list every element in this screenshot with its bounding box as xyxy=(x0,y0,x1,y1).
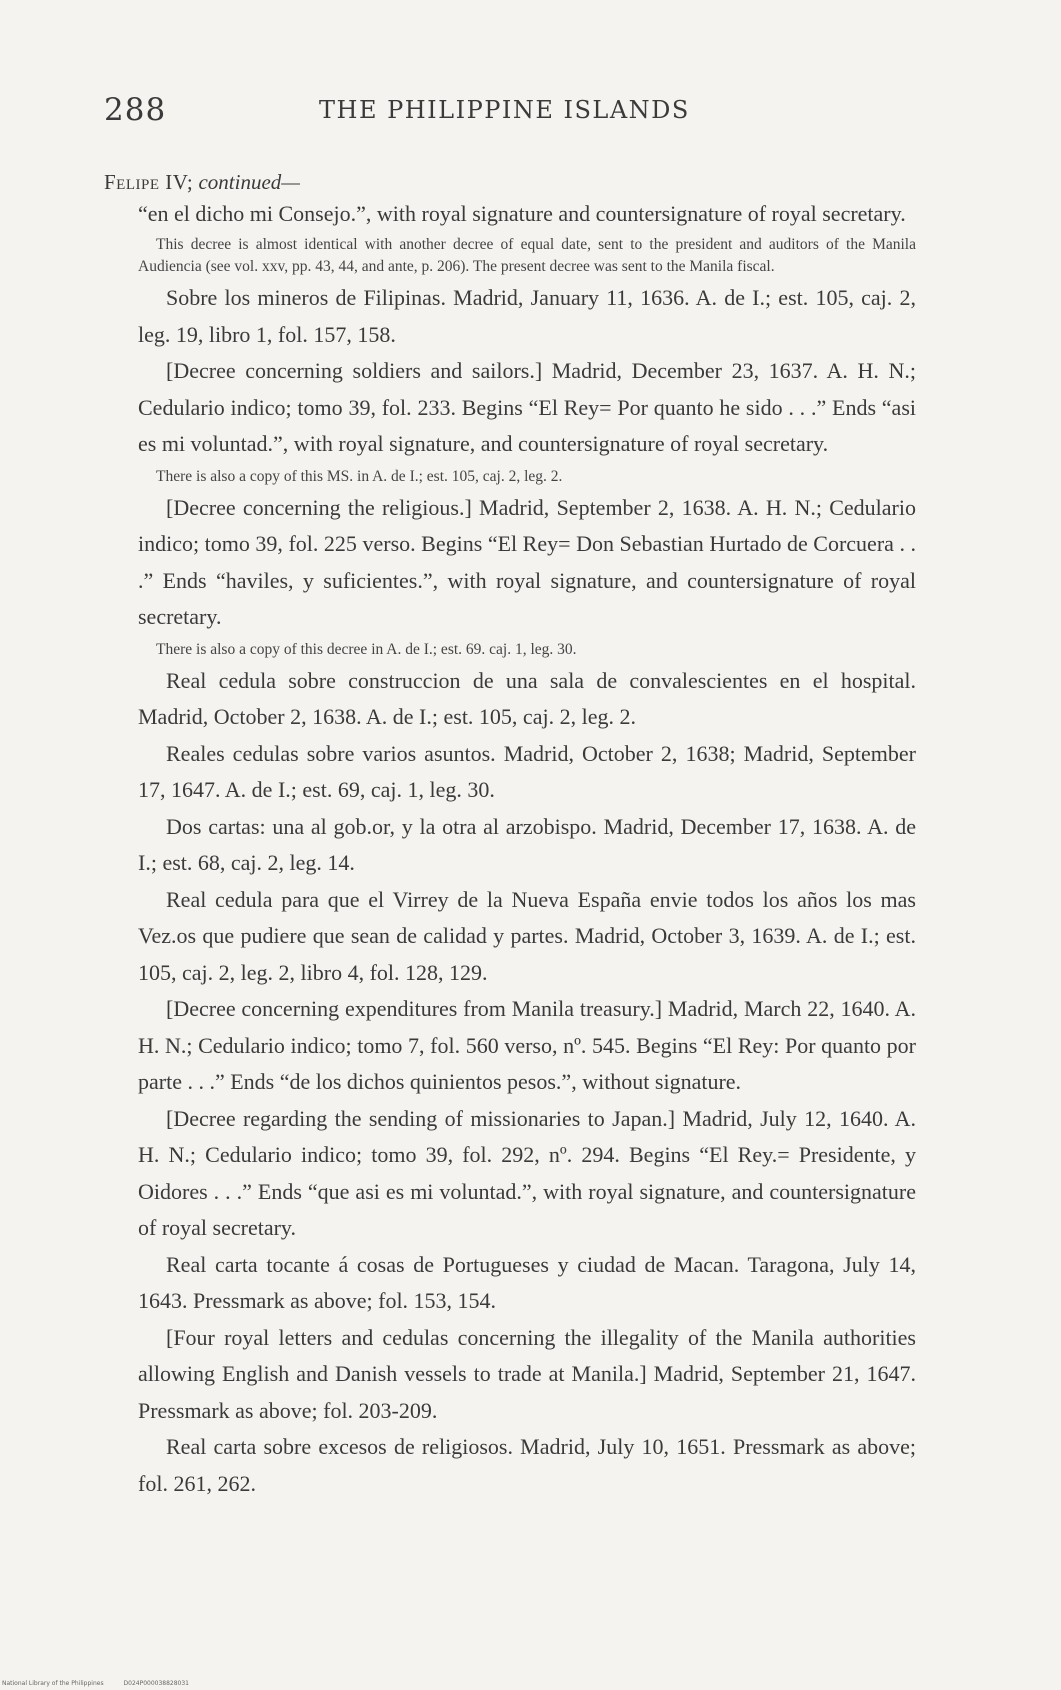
page-number: 288 xyxy=(104,92,167,128)
page-header xyxy=(104,92,704,137)
entry-portugueses-macan: Real carta tocante á cosas de Portugueses y ciudad de Macan. Taragona, July 14, 1643. Pressmark as above; fol. 153, 154. xyxy=(138,1251,916,1313)
section-heading xyxy=(104,168,916,196)
running-title: THE PHILIPPINE ISLANDS xyxy=(319,96,690,124)
entry-virrey: Real cedula para que el Virrey de la Nueva España envie todos los años los mas Vez.os que pudiere que sean de calidad y partes. Madrid, October 3, 1639. A. de I.; est. 105, caj. 2, leg. 2, libro 4, fol. 128, 129. xyxy=(138,886,916,985)
section-continued: continued— xyxy=(198,170,300,194)
scan-footer xyxy=(2,1680,207,1687)
note-copy-ms: There is also a copy of this MS. in A. de I.; est. 105, caj. 2, leg. 2. xyxy=(156,467,563,485)
entry-missionaries-japan: [Decree regarding the sending of missionaries to Japan.] Madrid, July 12, 1640. A. H. N.; Cedulario indico; tomo 39, fol. 292, nº. 294. Begins “El Rey.= Presidente, y Oidores . . .” Ends “que asi es mi voluntad.”, with royal signature, and countersignature of royal secretary. xyxy=(138,1105,916,1240)
note-identical-decree: This decree is almost identical with another decree of equal date, sent to the president and auditors of the Manila Audiencia (see vol. xxv, pp. 43, 44, and ante, p. 206). The present decree was sent to the Manila fiscal. xyxy=(138,236,916,275)
entry-expenditures: [Decree concerning expenditures from Manila treasury.] Madrid, March 22, 1640. A. H. N.; Cedulario indico; tomo 7, fol. 560 verso, nº. 545. Begins “El Rey: Por quanto por parte . . .” Ends “de los dichos quinientos pesos.”, without signature. xyxy=(138,996,916,1094)
footer-library: National Library of the Philippines xyxy=(2,1680,104,1687)
entry-dos-cartas: Dos cartas: una al gob.or, y la otra al arzobispo. Madrid, December 17, 1638. A. de I.; est. 68, caj. 2, leg. 14. xyxy=(138,813,916,875)
footer-code: D024P000038828031 xyxy=(123,1680,189,1687)
entry-english-danish: [Four royal letters and cedulas concerning the illegality of the Manila authorities allowing English and Danish vessels to trade at Manila.] Madrid, September 21, 1647. Pressmark as above; fol. 203-209. xyxy=(138,1324,916,1423)
entry-varios-asuntos: Reales cedulas sobre varios asuntos. Madrid, October 2, 1638; Madrid, September 17, 1647. A. de I.; est. 69, caj. 1, leg. 30. xyxy=(138,740,916,802)
entry-convalescientes: Real cedula sobre construccion de una sala de convalescientes en el hospital. Madrid, October 2, 1638. A. de I.; est. 105, caj. 2, leg. 2. xyxy=(138,667,916,729)
entry-excesos-religiosos: Real carta sobre excesos de religiosos. Madrid, July 10, 1651. Pressmark as above; fol. 261, 262. xyxy=(138,1434,916,1496)
section-name: Felipe IV; xyxy=(104,170,194,194)
entry-mineros: Sobre los mineros de Filipinas. Madrid, January 11, 1636. A. de I.; est. 105, caj. 2, leg. 19, libro 1, fol. 157, 158. xyxy=(138,285,916,347)
bibliography-body xyxy=(104,168,916,1502)
entry-religious: [Decree concerning the religious.] Madrid, September 2, 1638. A. H. N.; Cedulario indico; tomo 39, fol. 225 verso. Begins “El Rey= Don Sebastian Hurtado de Corcuera . . .” Ends “haviles, y suficientes.”, with royal signature, and countersignature of royal secretary. xyxy=(138,494,916,629)
entry-continued: “en el dicho mi Consejo.”, with royal signature and countersignature of royal secretary. xyxy=(138,201,906,226)
entry-soldiers-sailors: [Decree concerning soldiers and sailors.] Madrid, December 23, 1637. A. H. N.; Cedulario indico; tomo 39, fol. 233. Begins “El Rey= Por quanto he sido . . .” Ends “asi es mi voluntad.”, with royal signature, and countersignature of royal secretary. xyxy=(138,358,916,456)
note-copy-decree: There is also a copy of this decree in A. de I.; est. 69. caj. 1, leg. 30. xyxy=(156,640,577,658)
